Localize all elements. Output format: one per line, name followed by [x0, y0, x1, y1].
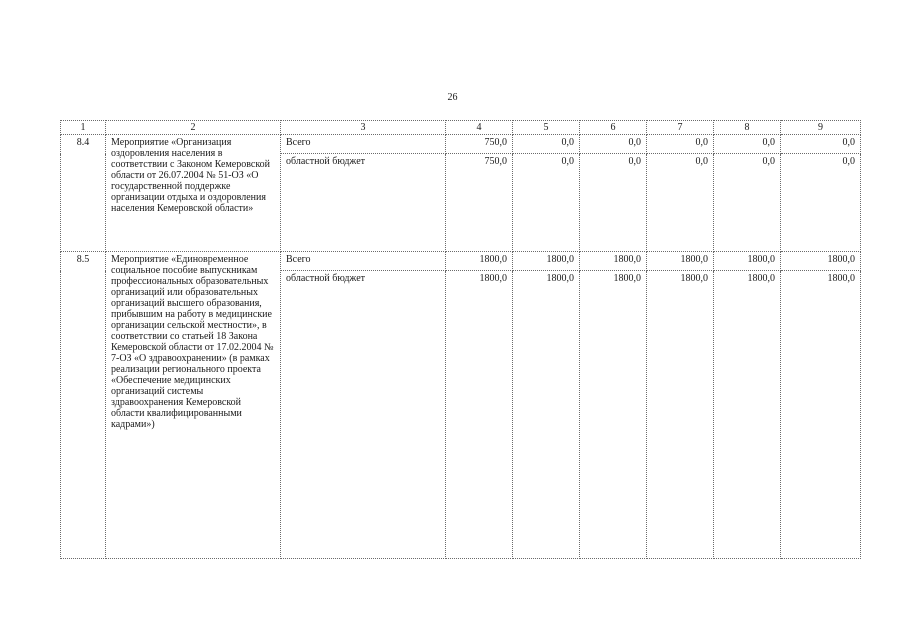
value-cell: 1800,0: [580, 271, 647, 559]
value-cell: 0,0: [647, 135, 714, 154]
column-header: 5: [513, 121, 580, 135]
value-cell: 0,0: [647, 154, 714, 252]
funding-source: областной бюджет: [281, 271, 446, 559]
value-cell: 750,0: [446, 135, 513, 154]
value-cell: 1800,0: [781, 252, 861, 271]
value-cell: 1800,0: [513, 271, 580, 559]
funding-source: Всего: [281, 135, 446, 154]
column-header: 6: [580, 121, 647, 135]
value-cell: 1800,0: [446, 252, 513, 271]
item-description: Мероприятие «Единовременное социальное пособие выпускникам профессиональных образовательных организаций или образовательных организаций высшего образования, прибывшим на работу в медицинские организации сельской местности», в соответствии со статьей 18 Закона Кемеровской области от 17.02.2004 № 7-ОЗ «О здравоохранении» (в рамках реализации регионального проекта «Обеспечение медицинских организаций системы здравоохранения Кемеровской области квалифицированными кадрами»): [106, 252, 281, 559]
value-cell: 0,0: [513, 154, 580, 252]
funding-source: Всего: [281, 252, 446, 271]
page-number: 26: [447, 92, 458, 103]
value-cell: 0,0: [781, 135, 861, 154]
column-header: 1: [61, 121, 106, 135]
value-cell: 0,0: [714, 154, 781, 252]
table-row: [61, 135, 861, 154]
column-number-row: [61, 121, 861, 135]
column-header: 7: [647, 121, 714, 135]
value-cell: 1800,0: [647, 252, 714, 271]
value-cell: 1800,0: [714, 271, 781, 559]
column-header: 2: [106, 121, 281, 135]
value-cell: 750,0: [446, 154, 513, 252]
value-cell: 1800,0: [446, 271, 513, 559]
program-events-table: [60, 120, 861, 559]
item-number: 8.5: [61, 252, 106, 559]
column-header: 9: [781, 121, 861, 135]
value-cell: 0,0: [580, 154, 647, 252]
item-description: Мероприятие «Организация оздоровления населения в соответствии с Законом Кемеровской области от 26.07.2004 № 51-ОЗ «О государственной поддержке организации отдыха и оздоровления населения Кемеровской области»: [106, 135, 281, 252]
column-header: 3: [281, 121, 446, 135]
value-cell: 1800,0: [513, 252, 580, 271]
value-cell: 1800,0: [580, 252, 647, 271]
value-cell: 0,0: [781, 154, 861, 252]
value-cell: 1800,0: [714, 252, 781, 271]
value-cell: 1800,0: [781, 271, 861, 559]
column-header: 8: [714, 121, 781, 135]
value-cell: 0,0: [714, 135, 781, 154]
funding-source: областной бюджет: [281, 154, 446, 252]
value-cell: 0,0: [580, 135, 647, 154]
item-number: 8.4: [61, 135, 106, 252]
table-row: [61, 252, 861, 271]
column-header: 4: [446, 121, 513, 135]
value-cell: 0,0: [513, 135, 580, 154]
value-cell: 1800,0: [647, 271, 714, 559]
